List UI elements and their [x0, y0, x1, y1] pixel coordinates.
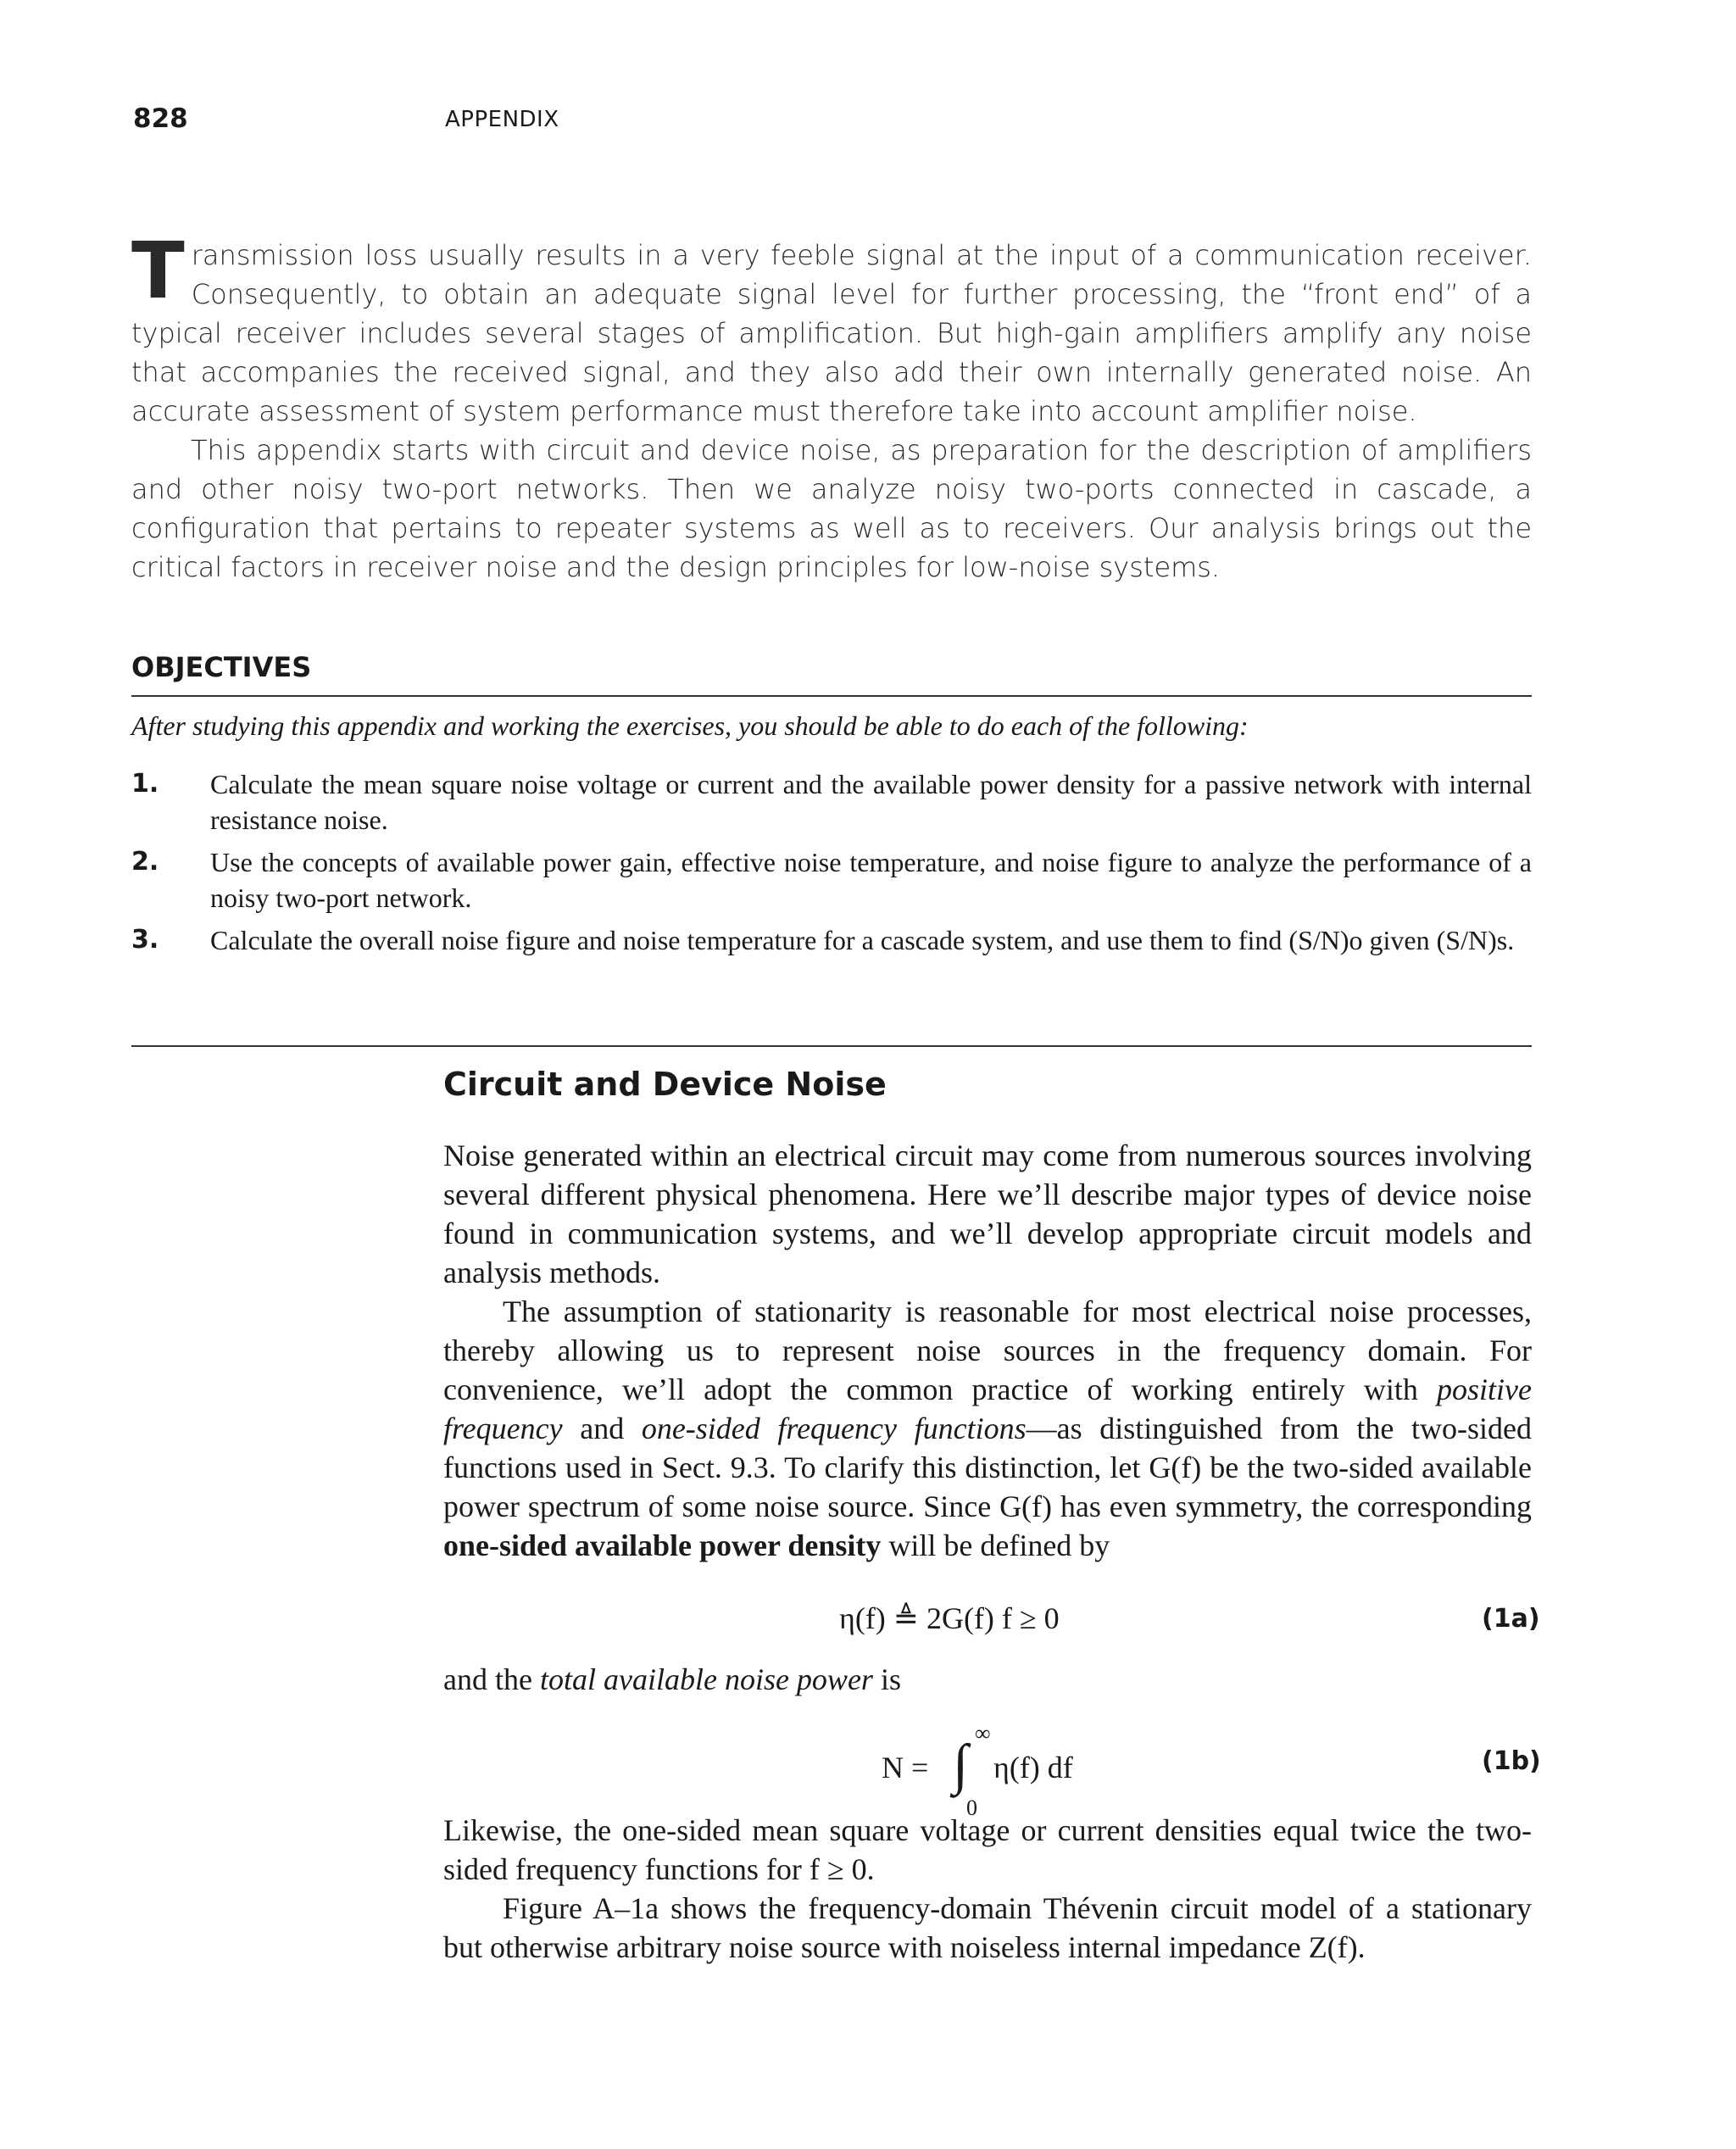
objective-item	[131, 922, 1532, 958]
body-paragraph-1: Noise generated within an electrical circuit may come from numerous sources involving several different physical phenomena. Here we’ll describe major types of device noise found in communication systems, and we’ll develop appropriate circuit models and analysis methods.	[443, 1139, 1532, 1289]
p2-text-e: —as distinguished from the two-sided functions used in Sect. 9.3. To clarify this distinction, let G(f) be the two-sided available power spectrum of some noise source. Since G(f) has even symmetry, the corresponding	[443, 1411, 1532, 1523]
between-text-c: is	[872, 1662, 901, 1696]
between-emph: total available noise power	[539, 1662, 873, 1696]
intro-text	[131, 225, 1532, 587]
p2-text-a: The assumption of stationarity is reasonable for most electrical noise processes, thereby allowing us to represent noise sources in the frequency domain. For convenience, we’ll adopt the common practice of working entirely with	[443, 1294, 1532, 1406]
p2-emph-one-sided: one-sided frequency functions	[641, 1411, 1027, 1445]
p2-emph-positive-frequency: positive frequency	[443, 1372, 1532, 1445]
between-equations-text	[443, 1660, 1532, 1699]
objective-text: Calculate the overall noise figure and noise temperature for a cascade system, and use them to find (S/N)o given (S/N)s.	[210, 925, 1515, 955]
equation-1a-label: (1a)	[1482, 1604, 1540, 1634]
intro-paragraph-1-text: ransmission loss usually results in a very feeble signal at the input of a communication receiver. Consequently, to obtain an adequate signal level for further processing, the “front end” of a typical receiver includes several stages of amplification. But high-gain amplifiers amplify any noise that accompanies the received signal, and they also add their own internally generated noise. An accurate assessment of system performance must therefore take into account amplifier noise.	[131, 239, 1532, 427]
objective-text: Use the concepts of available power gain, effective noise temperature, and noise figure to analyze the performance of a noisy two-port network.	[210, 847, 1532, 913]
p2-text-g: will be defined by	[881, 1528, 1110, 1562]
objectives-heading: OBJECTIVES	[131, 651, 312, 683]
objective-number: 3.	[131, 925, 159, 955]
body-paragraph-3: Likewise, the one-sided mean square voltage or current densities equal twice the two-sided frequency functions for f ≥ 0.	[443, 1813, 1532, 1886]
p2-text-c: and	[562, 1411, 642, 1445]
body-paragraph-4: Figure A–1a shows the frequency-domain Thévenin circuit model of a stationary but otherwise arbitrary noise source with noiseless internal impedance Z(f).	[443, 1891, 1532, 1964]
intro-paragraph-2: This appendix starts with circuit and device noise, as preparation for the description of amplifiers and other noisy two-port networks. Then we analyze noisy two-ports connected in cascade, a configuration that pertains to repeater systems as well as to receivers. Our analysis brings out the critical factors in receiver noise and the design principles for low-noise systems.	[131, 434, 1532, 583]
integral-lower-limit: 0	[966, 1795, 977, 1820]
body-paragraph-2	[443, 1292, 1532, 1565]
equation-1b	[882, 1721, 1136, 1820]
objectives-list	[131, 766, 1532, 965]
objective-number: 1.	[131, 769, 159, 799]
drop-cap: T	[131, 225, 185, 316]
objective-item	[131, 766, 1532, 838]
objective-text: Calculate the mean square noise voltage or current and the available power density for a passive network with internal resistance noise.	[210, 769, 1532, 835]
p2-bold-term: one-sided available power density	[443, 1528, 882, 1562]
objective-number: 2.	[131, 847, 159, 877]
objectives-rule	[131, 695, 1532, 697]
equation-1a: η(f) ≜ 2G(f) f ≥ 0	[839, 1601, 1060, 1635]
integral-upper-limit: ∞	[975, 1721, 991, 1745]
equation-1b-label: (1b)	[1482, 1746, 1541, 1776]
objectives-lead: After studying this appendix and working the exercises, you should be able to do each of the following:	[131, 710, 1249, 741]
objective-item	[131, 844, 1532, 916]
section-rule	[131, 1045, 1532, 1047]
integral-sign: ∫	[953, 1734, 969, 1795]
equation-1b-rhs: η(f) df	[993, 1751, 1073, 1784]
running-head: APPENDIX	[445, 107, 559, 132]
equation-1b-lhs: N =	[882, 1751, 929, 1784]
section-body	[443, 1136, 1532, 1565]
intro-paragraph-1	[131, 225, 1532, 431]
between-paragraph	[443, 1660, 1532, 1699]
between-text-a: and the	[443, 1662, 540, 1696]
section-title: Circuit and Device Noise	[443, 1066, 887, 1103]
page-number: 828	[133, 103, 188, 134]
section-body-continued	[443, 1811, 1532, 1967]
